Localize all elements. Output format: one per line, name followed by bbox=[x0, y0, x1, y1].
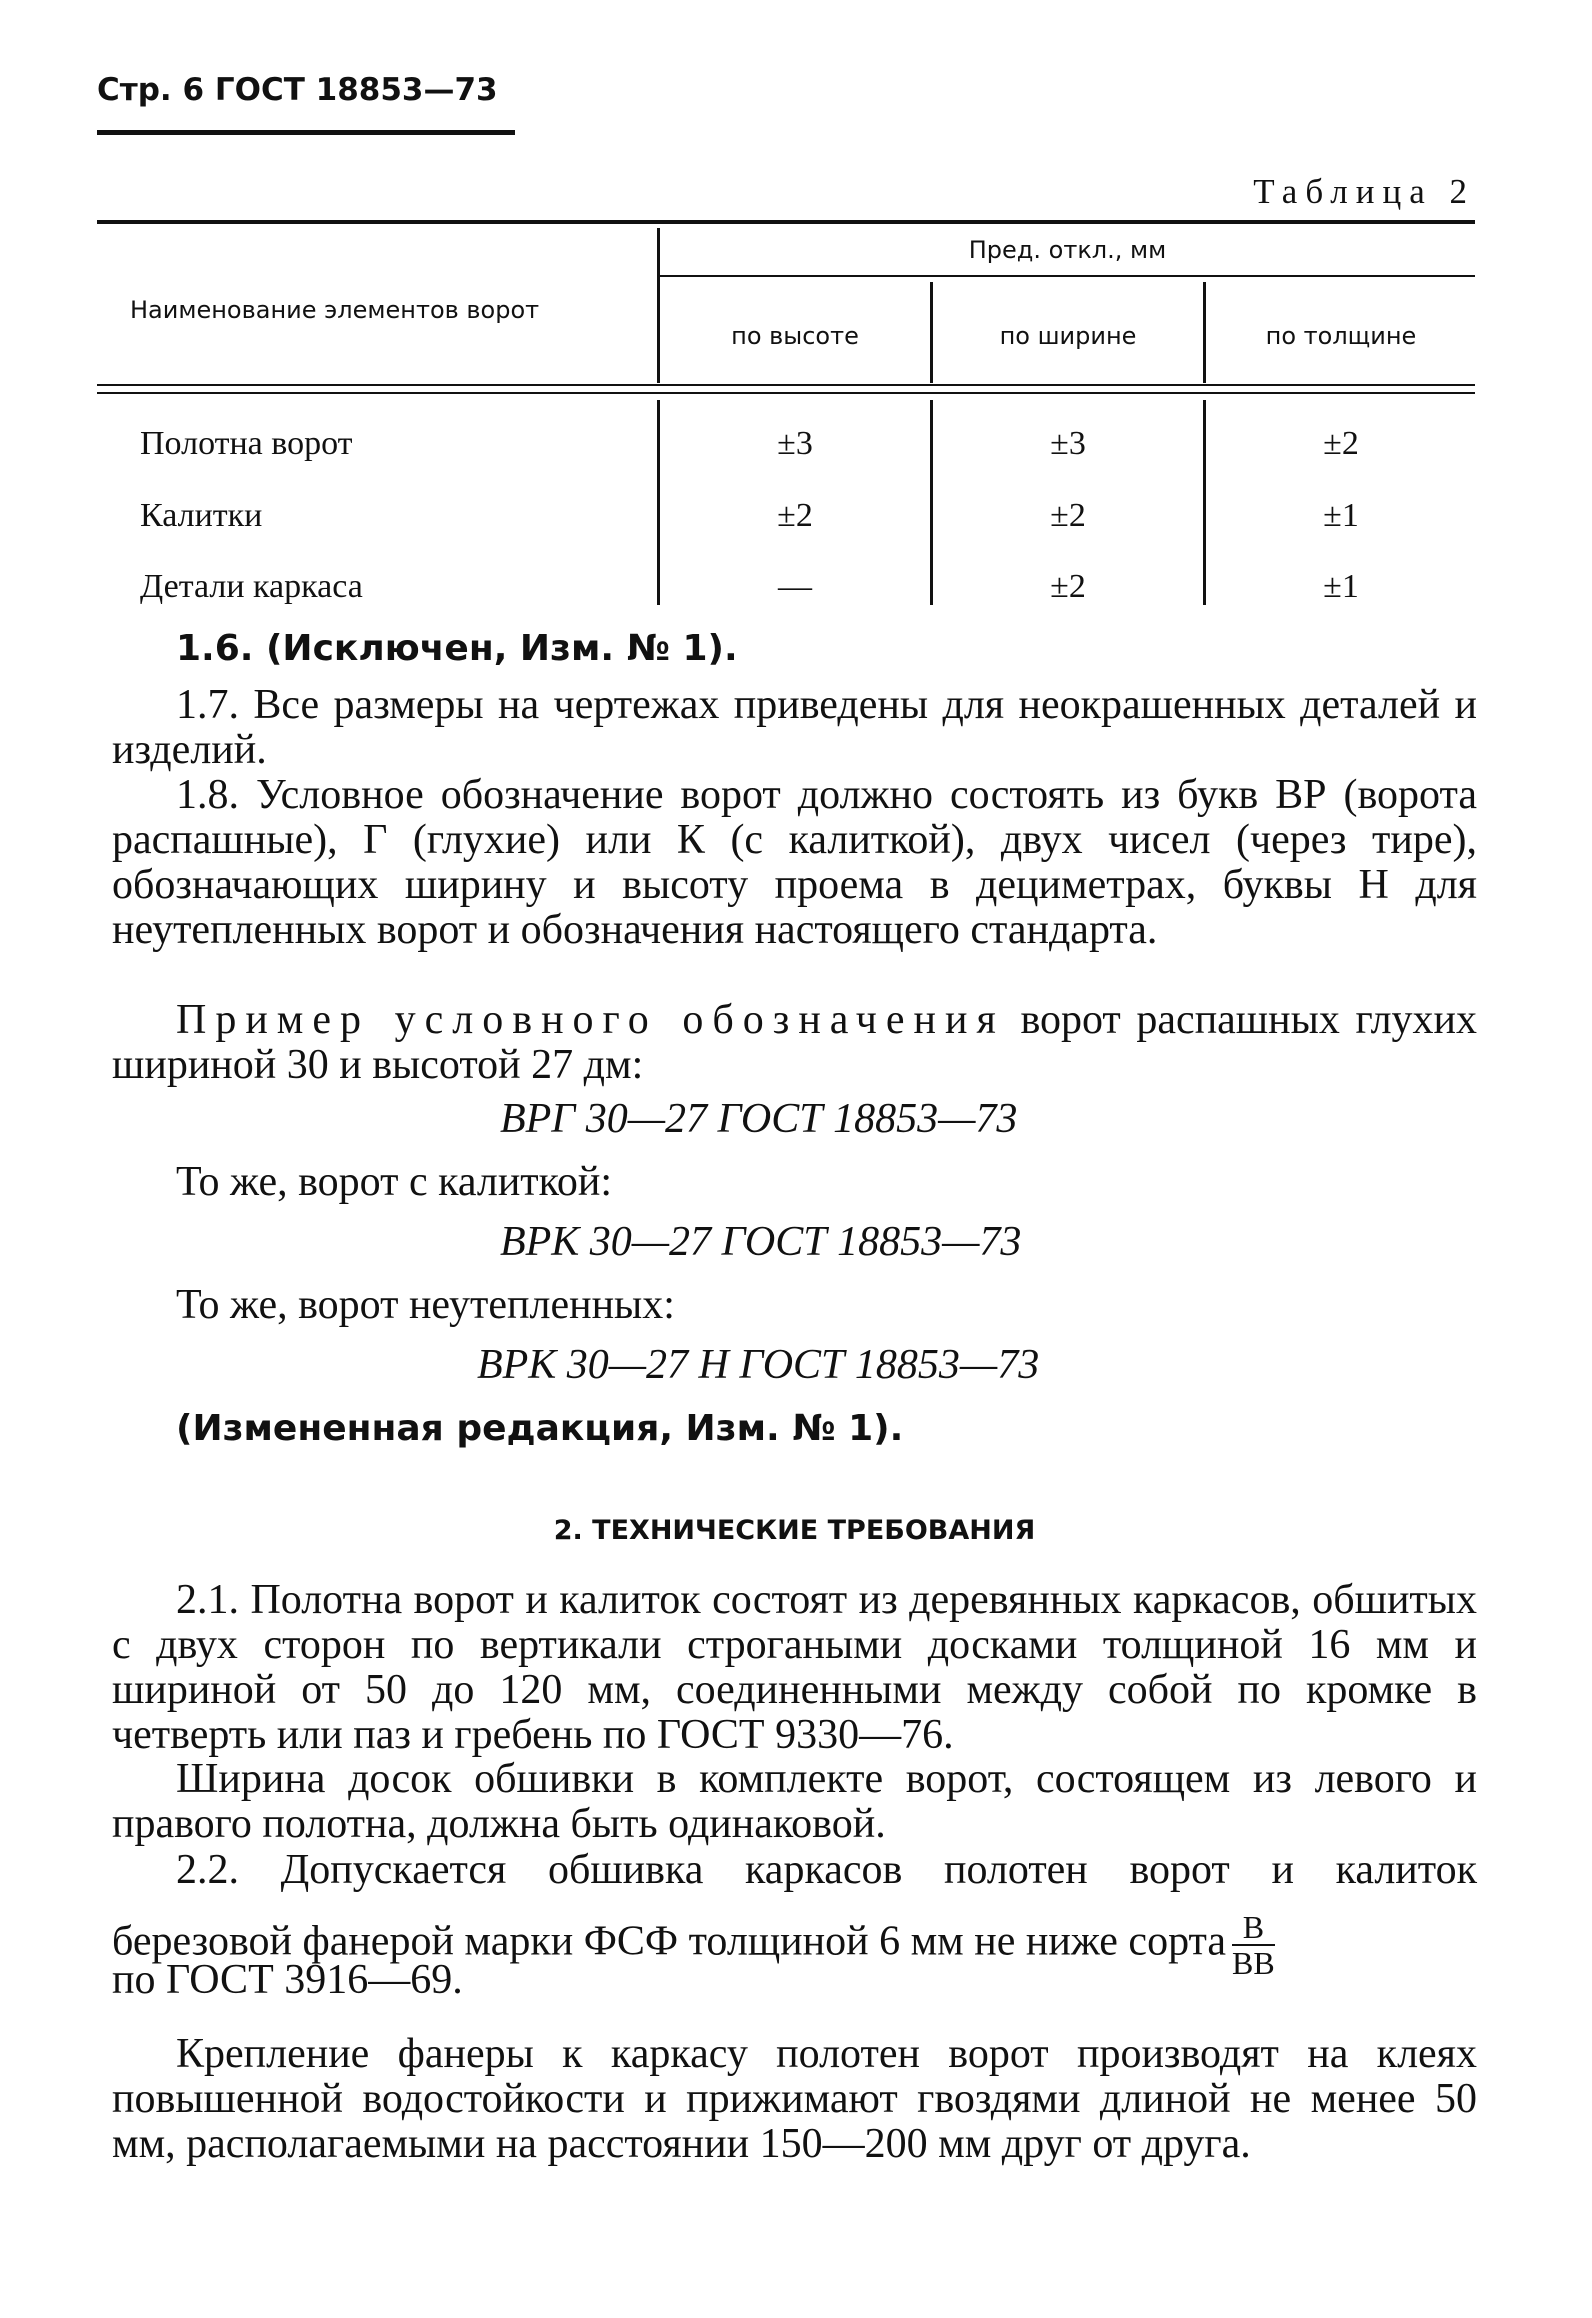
table-cell-height: — bbox=[778, 568, 812, 605]
table-cell-thickness: ±2 bbox=[1323, 425, 1359, 462]
table-row-name: Полотна ворот bbox=[140, 425, 353, 462]
table-col-name: Наименование элементов ворот bbox=[130, 296, 540, 324]
table-group-rule bbox=[660, 275, 1475, 277]
example-text: ворот распашных глухих шириной 30 и высотой 27 дм: bbox=[112, 997, 1477, 1088]
table-cell-thickness: ±1 bbox=[1323, 497, 1359, 534]
table-header-rule-2 bbox=[97, 392, 1475, 394]
table-label: Таблица 2 bbox=[1253, 172, 1475, 211]
paragraph-2-2-line2-text: березовой фанерой марки ФСФ толщиной 6 мм не ниже сорта bbox=[112, 1918, 1227, 1965]
paragraph-1-6 bbox=[112, 625, 1477, 671]
table-col-thickness: по толщине bbox=[1265, 322, 1417, 350]
table-cell-width: ±2 bbox=[1050, 497, 1086, 534]
table-row-name: Детали каркаса bbox=[140, 568, 363, 605]
paragraph-2-1-width: Ширина досок обшивки в комплекте ворот, состоящем из левого и правого полотна, должна быть одинаковой. bbox=[112, 1756, 1477, 1847]
same-uninsulated: То же, ворот неутепленных: bbox=[176, 1282, 675, 1328]
designation-formula-3: ВРК 30—27 Н ГОСТ 18853—73 bbox=[477, 1342, 1040, 1388]
paragraph-2-2-fastening: Крепление фанеры к каркасу полотен ворот производят на клеях повышенной водостойкости и прижимают гвоздями длиной не менее 50 мм, располагаемыми на расстоянии 150—200 мм друг от друга. bbox=[112, 2031, 1477, 2167]
table-cell-height: ±3 bbox=[777, 425, 813, 462]
table-col-width: по ширине bbox=[999, 322, 1137, 350]
table-row-name: Калитки bbox=[140, 497, 263, 534]
paragraph-2-2-line3: по ГОСТ 3916—69. bbox=[112, 1957, 463, 2003]
table-col-group: Пред. откл., мм bbox=[968, 236, 1167, 264]
paragraph-1-7: 1.7. Все размеры на чертежах приведены для неокрашенных деталей и изделий. bbox=[112, 682, 1477, 773]
table-cell-thickness: ±1 bbox=[1323, 568, 1359, 605]
paragraph-1-6-text: 1.6. (Исключен, Изм. № 1). bbox=[176, 628, 738, 669]
example-paragraph bbox=[112, 998, 1477, 1088]
table-cell-height: ±2 bbox=[777, 497, 813, 534]
same-gate-wicket: То же, ворот с калиткой: bbox=[176, 1159, 613, 1205]
table-col-height: по высоте bbox=[731, 322, 859, 350]
grade-numerator: В bbox=[1232, 1910, 1275, 1946]
grade-denominator: ВВ bbox=[1232, 1945, 1275, 1981]
paragraph-2-2-line1: 2.2. Допускается обшивка каркасов полотен ворот и калиток bbox=[176, 1847, 1477, 1893]
section-heading: 2. ТЕХНИЧЕСКИЕ ТРЕБОВАНИЯ bbox=[553, 1515, 1036, 1546]
table-cell-width: ±2 bbox=[1050, 568, 1086, 605]
table-cell-width: ±3 bbox=[1050, 425, 1086, 462]
table-header-rule-1 bbox=[97, 384, 1475, 386]
amended-note-text: (Измененная редакция, Изм. № 1). bbox=[176, 1408, 904, 1449]
table-top-rule bbox=[97, 220, 1475, 224]
running-header: Стр. 6 ГОСТ 18853—73 bbox=[97, 72, 515, 135]
amended-note bbox=[112, 1405, 1477, 1451]
paragraph-2-1: 2.1. Полотна ворот и калиток состоят из деревянных каркасов, обшитых с двух сторон по вертикали строгаными досками толщиной 16 мм и шириной от 50 до 120 мм, соединенными между собой по кромке в четверть или паз и гребень по ГОСТ 9330—76. bbox=[112, 1577, 1477, 1758]
designation-formula-1: ВРГ 30—27 ГОСТ 18853—73 bbox=[500, 1096, 1018, 1142]
paragraph-1-8: 1.8. Условное обозначение ворот должно состоять из букв ВР (ворота распашные), Г (глухие) или К (с калиткой), двух чисел (через тире), обозначающих ширину и высоту проема в дециметрах, буквы Н для неутепленных ворот и обозначения настоящего стандарта. bbox=[112, 772, 1477, 953]
example-spaced-label: Пример условного обозначения bbox=[176, 997, 1005, 1043]
designation-formula-2: ВРК 30—27 ГОСТ 18853—73 bbox=[500, 1219, 1022, 1265]
